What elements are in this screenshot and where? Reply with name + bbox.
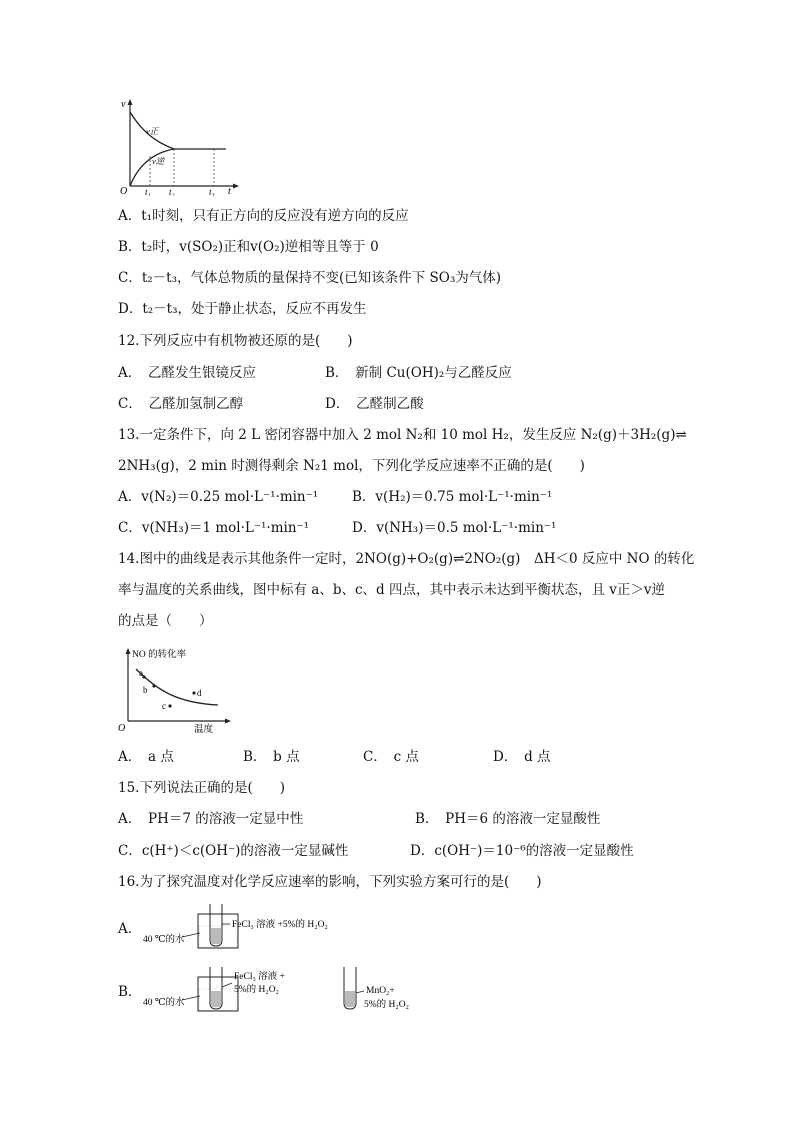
q13-option-d: D．v(NH₃)＝0.5 mol·L⁻¹·min⁻¹ xyxy=(352,520,557,536)
point-b-label: b xyxy=(143,685,148,695)
water-label: 40 ℃的水 xyxy=(143,998,185,1008)
reagent-label-line2: 5%的 H₂O₂ xyxy=(234,985,279,995)
q12-option-b: B． 新制 Cu(OH)₂与乙醛反应 xyxy=(325,365,512,381)
q13-stem-line2: 2NH₃(g)，2 min 时测得剩余 N₂1 mol，下列化学反应速率不正确的是( ) xyxy=(118,458,585,474)
q15-option-c: C．c(H⁺)＜c(OH⁻)的溶液一定显碱性 xyxy=(118,843,349,859)
t1-label: t₁ xyxy=(145,187,151,196)
origin-label: O xyxy=(118,723,126,733)
q14-option-d: D． d 点 xyxy=(493,749,551,765)
q13-option-a: A．v(N₂)＝0.25 mol·L⁻¹·min⁻¹ xyxy=(118,489,319,505)
q12-option-a: A． 乙醛发生银镜反应 xyxy=(118,365,256,381)
v-forward-label: v正 xyxy=(146,126,159,136)
point-a-label: a xyxy=(139,668,143,678)
q16-option-b-label: B． xyxy=(118,984,142,1000)
apparatus-b xyxy=(140,963,430,1015)
tube-label-line2: 5%的 H₂O₂ xyxy=(364,1000,409,1010)
q16-option-a-label: A． xyxy=(118,921,142,937)
point-c-label: c xyxy=(162,701,166,711)
t3-label: t₃ xyxy=(209,187,215,196)
reagent-label-line1: FeCl₃ 溶液 + xyxy=(234,972,285,982)
point-d-label: d xyxy=(197,688,202,698)
q15-stem: 15.下列说法正确的是( ) xyxy=(118,780,286,796)
q13-option-c: C．v(NH₃)＝1 mol·L⁻¹·min⁻¹ xyxy=(118,520,310,536)
q16-stem: 16.为了探究温度对化学反应速率的影响，下列实验方案可行的是( ) xyxy=(118,874,542,890)
y-axis-label: NO 的转化率 xyxy=(132,650,187,660)
q11-option-a: A．t₁时刻，只有正方向的反应没有逆方向的反应 xyxy=(118,208,409,224)
apparatus-a xyxy=(140,900,365,952)
q14-option-a: A． a 点 xyxy=(118,749,174,765)
point-b xyxy=(152,684,155,687)
q12-option-c: C． 乙醛加氢制乙醇 xyxy=(118,396,244,412)
q13-option-b: B．v(H₂)＝0.75 mol·L⁻¹·min⁻¹ xyxy=(352,489,553,505)
q12-option-d: D． 乙醛制乙酸 xyxy=(325,396,424,412)
q15-option-a: A． PH＝7 的溶液一定显中性 xyxy=(118,811,304,827)
q15-option-d: D．c(OH⁻)＝10⁻⁶的溶液一定显酸性 xyxy=(410,843,634,859)
x-axis-label: 温度 xyxy=(194,725,214,733)
q11-option-c: C．t₂－t₃，气体总物质的量保持不变(已知该条件下 SO₃为气体) xyxy=(118,270,502,286)
q15-option-b: B． PH＝6 的溶液一定显酸性 xyxy=(415,811,601,827)
q14-option-c: C． c 点 xyxy=(363,749,419,765)
q14-stem-line2: 率与温度的关系曲线，图中标有 a、b、c、d 四点，其中表示未达到平衡状态，且 v正＞v逆 xyxy=(118,582,666,598)
t2-label: t₂ xyxy=(169,187,175,196)
q14-stem-line3: 的点是（ ） xyxy=(118,613,213,629)
v-reverse-label: v逆 xyxy=(152,156,165,166)
axis-t-label: t xyxy=(228,186,231,196)
velocity-time-graph xyxy=(118,96,243,196)
no-conversion-graph xyxy=(118,645,233,733)
point-c xyxy=(168,704,171,707)
axis-v-label: v xyxy=(121,99,126,110)
q14-stem-line1: 14.图中的曲线是表示其他条件一定时，2NO(g)+O₂(g)⇌2NO₂(g) ΔH＜0 反应中 NO 的转化 xyxy=(118,551,695,567)
reagent-label: FeCl₃ 溶液 +5%的 H₂O₂ xyxy=(232,920,328,930)
q11-option-b: B．t₂时，v(SO₂)正和v(O₂)逆相等且等于 0 xyxy=(118,239,379,255)
point-d xyxy=(192,691,195,694)
q14-option-b: B． b 点 xyxy=(243,749,300,765)
water-label: 40 ℃的水 xyxy=(143,935,185,945)
q12-stem: 12.下列反应中有机物被还原的是( ) xyxy=(118,333,353,349)
tube-label-line1: MnO₂+ xyxy=(366,986,395,996)
origin-label: O xyxy=(120,186,128,196)
q13-stem-line1: 13.一定条件下，向 2 L 密闭容器中加入 2 mol N₂和 10 mol H₂，发生反应 N₂(g)＋3H₂(g)⇌ xyxy=(118,427,687,443)
q11-option-d: D．t₂－t₃，处于静止状态，反应不再发生 xyxy=(118,301,367,317)
